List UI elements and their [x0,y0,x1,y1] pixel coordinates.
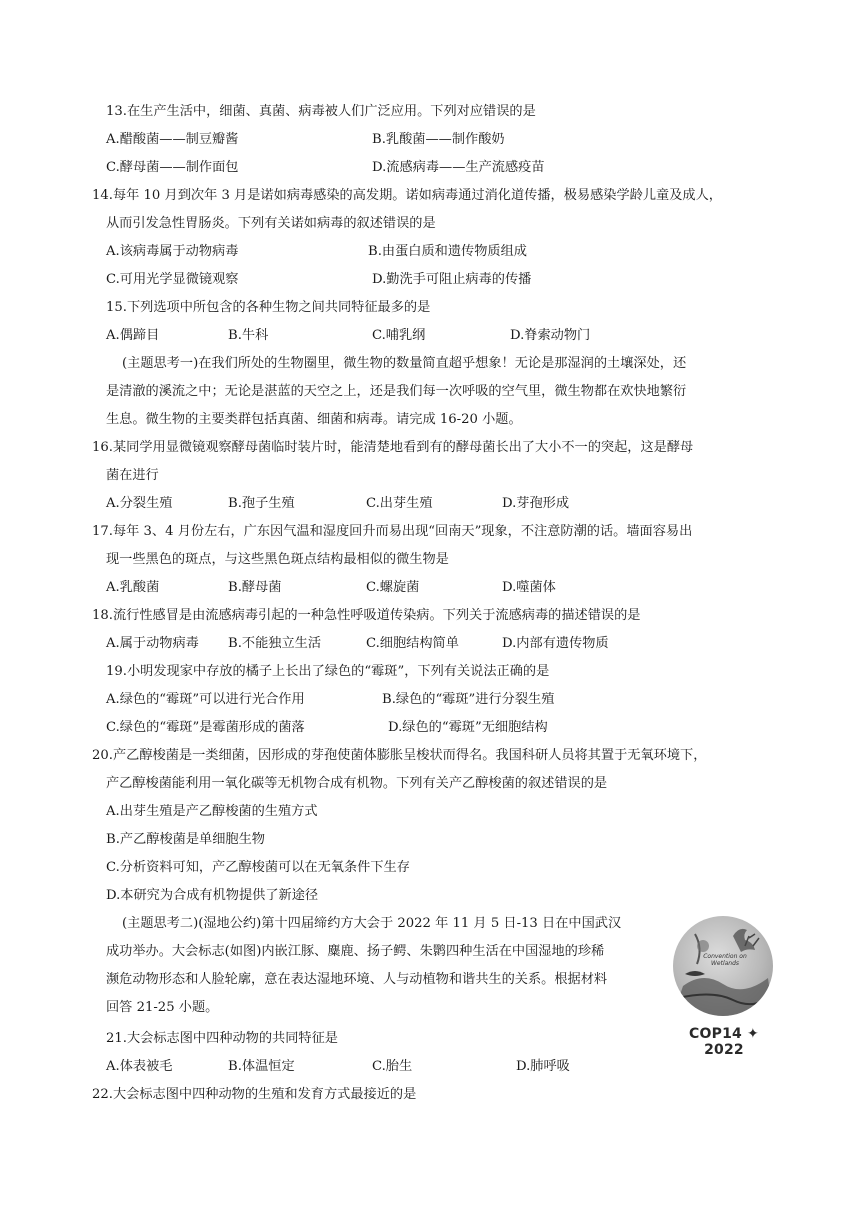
question-19-option-c: C.绿色的“霉斑”是霉菌形成的菌落 [106,720,305,735]
question-16-stem-line-1: 16.某同学用显微镜观察酵母菌临时装片时，能清楚地看到有的酵母菌长出了大小不一的突起，这是酵母 [92,440,694,455]
question-16-option-b: B.孢子生殖 [228,496,295,511]
question-16-option-c: C.出芽生殖 [366,496,433,511]
question-21-stem: 21.大会标志图中四种动物的共同特征是 [106,1031,338,1046]
question-18-option-b: B.不能独立生活 [228,636,322,651]
question-17-stem-line-1: 17.每年 3、4 月份左右，广东因气温和湿度回升而易出现“回南天”现象，不注意防潮的话。墙面容易出 [92,524,693,539]
question-17-stem-line-2: 现一些黑色的斑点，与这些黑色斑点结构最相似的微生物是 [106,552,449,567]
question-14-option-d: D.勤洗手可阻止病毒的传播 [372,272,532,287]
question-21-option-a: A.体表被毛 [106,1059,173,1074]
question-14-stem-line-1: 14.每年 10 月到次年 3 月是诺如病毒感染的高发期。诺如病毒通过消化道传播，极易感染学龄儿童及成人， [92,188,722,203]
question-20-option-c: C.分析资料可知，产乙醇梭菌可以在无氧条件下生存 [106,860,410,875]
question-15-option-c: C.哺乳纲 [372,328,426,343]
question-15-stem: 15.下列选项中所包含的各种生物之间共同特征最多的是 [106,300,431,315]
question-21-option-c: C.胎生 [372,1059,413,1074]
question-17-option-d: D.噬菌体 [502,580,556,595]
question-13-stem: 13.在生产生活中，细菌、真菌、病毒被人们广泛应用。下列对应错误的是 [106,104,536,119]
question-18-stem: 18.流行性感冒是由流感病毒引起的一种急性呼吸道传染病。下列关于流感病毒的描述错误的是 [92,608,641,623]
question-21-option-b: B.体温恒定 [228,1059,295,1074]
question-19-option-d: D.绿色的“霉斑”无细胞结构 [388,720,548,735]
question-18-option-d: D.内部有遗传物质 [502,636,609,651]
question-20-stem-line-2: 产乙醇梭菌能利用一氧化碳等无机物合成有机物。下列有关产乙醇梭菌的叙述错误的是 [106,776,608,791]
theme-1-line-3: 生息。微生物的主要类群包括真菌、细菌和病毒。请完成 16-20 小题。 [106,412,522,427]
cop14-logo-figure [668,916,780,1058]
question-16-option-a: A.分裂生殖 [106,496,173,511]
question-19-stem: 19.小明发现家中存放的橘子上长出了绿色的“霉斑”，下列有关说法正确的是 [106,664,550,679]
theme-2-line-1: (主题思考二)(湿地公约)第十四届缔约方大会于 2022 年 11 月 5 日-13 日在中国武汉 [122,916,622,931]
question-17-option-a: A.乳酸菌 [106,580,160,595]
question-13-option-c: C.酵母菌——制作面包 [106,160,239,175]
logo-caption: COP14 ✦ 2022 [689,1026,759,1058]
question-16-stem-line-2: 菌在进行 [106,468,159,483]
theme-1-line-2: 是清澈的溪流之中；无论是湛蓝的天空之上，还是我们每一次呼吸的空气里，微生物都在欢快地繁衍 [106,384,687,399]
question-14-option-a: A.该病毒属于动物病毒 [106,244,239,259]
question-21-option-d: D.肺呼吸 [516,1059,570,1074]
question-15-option-a: A.偶蹄目 [106,328,160,343]
question-19-option-a: A.绿色的“霉斑”可以进行光合作用 [106,692,305,707]
theme-2-line-4: 回答 21-25 小题。 [106,1000,219,1015]
question-18-option-c: C.细胞结构简单 [366,636,459,651]
question-20-option-d: D.本研究为合成有机物提供了新途径 [106,888,319,903]
question-17-option-b: B.酵母菌 [228,580,282,595]
question-17-option-c: C.螺旋菌 [366,580,420,595]
question-15-option-d: D.脊索动物门 [510,328,591,343]
question-14-stem-line-2: 从而引发急性胃肠炎。下列有关诺如病毒的叙述错误的是 [106,216,436,231]
question-14-option-b: B.由蛋白质和遗传物质组成 [368,244,527,259]
question-13-option-d: D.流感病毒——生产流感疫苗 [372,160,545,175]
cop14-logo-emblem [673,916,773,1016]
question-14-option-c: C.可用光学显微镜观察 [106,272,239,287]
logo-inner-text: Convention on Wetlands [703,953,747,967]
question-20-stem-line-1: 20.产乙醇梭菌是一类细菌，因形成的芽孢使菌体膨胀呈梭状而得名。我国科研人员将其置于无氧环境下， [92,748,707,763]
theme-2-line-3: 濒危动物形态和人脸轮廓，意在表达湿地环境、人与动植物和谐共生的关系。根据材料 [106,972,608,987]
question-20-option-a: A.出芽生殖是产乙醇梭菌的生殖方式 [106,804,318,819]
question-13-option-a: A.醋酸菌——制豆瓣酱 [106,132,239,147]
question-13-option-b: B.乳酸菌——制作酸奶 [372,132,505,147]
question-15-option-b: B.牛科 [228,328,269,343]
theme-1-line-1: (主题思考一)在我们所处的生物圈里，微生物的数量简直超乎想象！无论是那湿润的土壤深处，还 [122,356,687,371]
question-19-option-b: B.绿色的“霉斑”进行分裂生殖 [382,692,555,707]
question-16-option-d: D.芽孢形成 [502,496,570,511]
theme-2-line-2: 成功举办。大会标志(如图)内嵌江豚、麋鹿、扬子鳄、朱鹮四种生活在中国湿地的珍稀 [106,944,605,959]
question-22-stem: 22.大会标志图中四种动物的生殖和发育方式最接近的是 [92,1087,417,1102]
question-18-option-a: A.属于动物病毒 [106,636,199,651]
question-20-option-b: B.产乙醇梭菌是单细胞生物 [106,832,265,847]
